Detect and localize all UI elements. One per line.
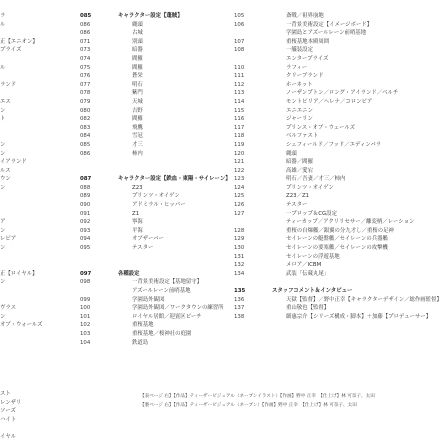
left-fragment-text: ラ [0, 13, 6, 19]
page-number: 079 [80, 98, 91, 105]
entry-title: 重山敬也【監督】 [286, 305, 330, 312]
toc-entry [234, 227, 400, 236]
left-fragment [0, 321, 78, 330]
toc-section [80, 270, 230, 279]
toc-entry [234, 89, 400, 98]
left-fragment-text: ヴラス [0, 305, 17, 312]
left-fragment-text: ル [0, 64, 6, 71]
left-fragment [0, 270, 78, 279]
page-number: 129 [234, 236, 245, 243]
left-fragment [0, 382, 78, 391]
page-number: 093 [80, 227, 91, 234]
left-fragment-text: イアランド [0, 159, 27, 166]
left-fragment [0, 46, 78, 55]
left-fragment-text: ン [0, 184, 6, 191]
entry-title: 重桜の自爆艦／銀翼の分九才し／重桜の足神 [286, 227, 394, 234]
toc-entry [234, 201, 400, 210]
entry-title: 柿内 [132, 150, 143, 157]
left-fragment [0, 192, 78, 201]
toc-entry [234, 192, 400, 201]
left-fragment-text: ランド [0, 81, 17, 88]
entry-title: 細惠宗介【シリーズ構成・脚本】＋加藤【プロデューサー】 [286, 313, 432, 320]
page-number: 074 [80, 55, 91, 62]
left-fragment-text: ルス [0, 167, 11, 174]
page-number: 119 [234, 141, 245, 148]
toc-entry [80, 150, 230, 159]
entry-title: 明石／吾妻／才三／柿内 [286, 176, 346, 183]
entry-title: セイレーンの艇盤艦／セイレーンの兵器艦 [286, 236, 388, 243]
entry-title: 明石 [132, 81, 143, 88]
left-fragment [0, 115, 78, 124]
entry-title: 閻羅 [132, 55, 143, 62]
toc-entry [234, 55, 400, 64]
page-number: 099 [80, 296, 91, 303]
entry-title: プリンツ・オイゲン [286, 184, 334, 191]
toc-entry [234, 261, 400, 270]
toc-entry [234, 218, 415, 227]
left-fragment [0, 416, 78, 425]
entry-title: エンタープライズ [286, 55, 329, 62]
entry-title: 武装「伝蔵丸尾」 [286, 270, 330, 277]
entry-title: 鉄道島 [132, 339, 149, 346]
left-fragment-text: レビア [0, 236, 17, 243]
entry-title: Z1 [132, 210, 140, 217]
entry-title: 雪冠 [132, 133, 143, 140]
entry-title: 一プロップ＆CG設定 [286, 210, 337, 217]
entry-title: 重桜基地 [132, 322, 154, 329]
left-fragment-text: ウン [0, 176, 11, 183]
left-fragment-text: ン [0, 141, 6, 148]
left-fragment [0, 356, 78, 365]
left-fragment [0, 89, 78, 98]
page-number: 124 [234, 184, 245, 191]
page-number: 073 [80, 47, 91, 54]
page-number: 077 [80, 81, 91, 88]
toc-section [80, 12, 230, 21]
entry-title: 斎戦／祖界崩地 [286, 13, 324, 19]
toc-entry [234, 184, 400, 193]
toc-entry [234, 150, 400, 159]
page-number: 097 [80, 270, 92, 277]
entry-title: 高雄／愛宕 [286, 167, 313, 174]
page-number: 085 [80, 13, 92, 19]
entry-title: 紫門 [132, 90, 143, 97]
left-fragment-text: ン [0, 313, 6, 320]
page-number: 084 [80, 133, 91, 140]
left-fragment-text: ソーズ [0, 408, 16, 415]
left-fragment [0, 21, 78, 30]
page-number: 112 [234, 81, 245, 88]
toc-entry [80, 107, 230, 116]
toc-entry [234, 81, 400, 90]
entry-title: 学園島外観図／ワークタウンの練習所 [132, 305, 224, 312]
entry-title: 暗器 [132, 47, 143, 54]
page-number: 103 [80, 330, 91, 337]
entry-title: 縄頭 [286, 150, 297, 157]
toc-entry [234, 98, 400, 107]
page-number: 114 [234, 98, 245, 105]
toc-entry [80, 227, 230, 236]
page-number: 130 [234, 245, 245, 252]
toc-entry [80, 218, 230, 227]
page-number: 086 [80, 30, 91, 37]
left-fragment-text: ン [0, 107, 6, 114]
page-number: 113 [234, 90, 245, 97]
toc-section [80, 175, 230, 184]
entry-title: ラフィー [286, 64, 308, 71]
spacer [80, 158, 230, 167]
toc-entry [80, 141, 230, 150]
entry-title: 各種設定 [118, 270, 140, 277]
left-column [0, 12, 78, 442]
left-fragment [0, 347, 78, 356]
page-number: 107 [234, 38, 245, 45]
entry-title: 蒼栄 [132, 73, 143, 80]
left-fragment [0, 407, 78, 416]
entry-title: 天獄【監督】／野中正幸【キャラクターデザイン／総作画監督】 [286, 296, 442, 303]
entry-title: セイレーンの浮遊基地 [286, 253, 340, 260]
entry-title: セイレーンの要塞艦／セイレーンの攻撃機 [286, 245, 388, 252]
toc-entry [234, 107, 400, 116]
entry-title: ベルファスト [286, 133, 319, 140]
toc-entry [80, 287, 230, 296]
left-fragment [0, 158, 78, 167]
entry-title: 寧海 [132, 219, 143, 226]
toc-entry [234, 132, 400, 141]
toc-entry [234, 175, 400, 184]
spacer [80, 261, 230, 270]
left-fragment [0, 29, 78, 38]
page-number: 122 [234, 167, 245, 174]
left-fragment [0, 12, 78, 21]
entry-title: 天城 [132, 98, 143, 105]
entry-title: ティーカップ／アクリリセサー／離変柄／レーション [286, 219, 415, 226]
page-number: 083 [80, 124, 91, 131]
page-number: 127 [234, 210, 245, 217]
left-fragment [0, 304, 78, 313]
left-fragment [0, 72, 78, 81]
toc-entry [80, 304, 230, 313]
page-number: 117 [234, 124, 245, 131]
page-number: 075 [80, 64, 91, 71]
toc-entry [80, 38, 230, 47]
left-fragment [0, 210, 78, 219]
toc-entry [80, 235, 230, 244]
toc-entry [234, 64, 400, 73]
left-fragment [0, 38, 78, 47]
toc-entry [234, 270, 400, 279]
toc-section [234, 287, 400, 296]
entry-title: ロイヤル居館／迎賓区ビーチ [132, 313, 202, 320]
left-fragment [0, 339, 78, 348]
entry-title: シェフィールド／フッド／エディンバラ [286, 141, 382, 148]
page-number: 092 [80, 219, 91, 226]
toc-entry [80, 98, 230, 107]
left-fragment [0, 330, 78, 339]
toc-entry [234, 141, 400, 150]
footer-line: 【表ページ 右】【作品】ティーザービジュアル（ネーブンイラスト）【作画】野中 正幸 【仕上げ】林 可奈子、太田 [140, 394, 375, 399]
page-number: 082 [80, 116, 91, 123]
left-fragment-text: エス [0, 98, 11, 105]
entry-title: ノーザンプトン／ロング・アイランド／ベルチ [286, 90, 399, 97]
page-number: 095 [80, 245, 91, 252]
page-number: 076 [80, 73, 91, 80]
toc-entry [234, 29, 400, 38]
page-number: 102 [80, 322, 91, 329]
entry-title: ホーネット [286, 81, 313, 88]
page-number: 089 [80, 193, 91, 200]
left-fragment-text: ン [0, 245, 6, 252]
entry-title: 飛鷹 [132, 124, 143, 131]
left-fragment [0, 81, 78, 90]
page-number: 098 [80, 279, 91, 286]
entry-title: 古城 [132, 30, 143, 37]
page-number: 080 [80, 107, 91, 114]
left-fragment [0, 364, 78, 373]
page-number: 078 [80, 90, 91, 97]
toc-entry [80, 278, 230, 287]
left-fragment [0, 184, 78, 193]
page-number: 125 [234, 193, 245, 200]
left-fragment [0, 167, 78, 176]
left-fragment-text: ン [0, 279, 6, 286]
page-number: 094 [80, 236, 91, 243]
entry-title: プリンス・オブ・ウェールズ [286, 124, 356, 131]
page-number: 100 [80, 305, 91, 312]
toc-entry [234, 46, 400, 55]
toc-entry [80, 339, 230, 348]
left-fragment [0, 253, 78, 262]
left-fragment-text: ル [0, 21, 6, 28]
entry-title: テスター [286, 202, 308, 209]
entry-title: アズールレーン前哨基地 [132, 288, 191, 294]
left-fragment [0, 425, 78, 434]
left-fragment-text: オブ・ウォールズ [0, 322, 43, 329]
left-fragment-text: レンザリ [0, 399, 22, 406]
page-number: 091 [80, 210, 91, 217]
page-number: 123 [234, 176, 245, 183]
toc-entry [234, 158, 400, 167]
left-fragment [0, 390, 78, 399]
entry-title: Z23 [132, 184, 143, 191]
toc-entry [234, 210, 400, 219]
entry-title: 別頭 [132, 38, 143, 45]
spacer [234, 278, 400, 287]
entry-title: テスター [132, 245, 154, 252]
spacer [80, 253, 230, 262]
left-fragment [0, 313, 78, 322]
entry-title: メロア／ICBM [286, 262, 322, 269]
toc-entry [80, 21, 230, 30]
toc-entry [80, 115, 230, 124]
left-fragment [0, 175, 78, 184]
toc-entry [234, 115, 400, 124]
entry-title: 才三 [132, 141, 143, 148]
entry-title: 重桜基地本殿周囲 [286, 38, 330, 45]
entry-title: スタッフコメント＆インタビュー [272, 288, 353, 294]
toc-entry [234, 12, 400, 21]
toc-entry [80, 192, 230, 201]
toc-entry [234, 304, 400, 313]
entry-title: クリーブランド [286, 73, 324, 80]
toc-entry [80, 46, 230, 55]
toc-entry [80, 124, 230, 133]
toc-entry [234, 244, 400, 253]
left-fragment [0, 124, 78, 133]
entry-title: キャラクター設定【蓬賊】 [118, 13, 183, 19]
toc-entry [80, 64, 230, 73]
entry-title: 閻羅 [132, 64, 143, 71]
left-fragment [0, 373, 78, 382]
toc-entry [234, 21, 400, 30]
page-number: 088 [80, 184, 91, 191]
entry-title: 一背景美術設定【基地留守】 [132, 279, 203, 286]
page-number: 110 [234, 64, 245, 71]
page-number: 108 [234, 47, 245, 54]
left-fragment [0, 132, 78, 141]
toc-entry [80, 72, 230, 81]
left-fragment [0, 244, 78, 253]
toc-entry [80, 29, 230, 38]
left-fragment [0, 55, 78, 64]
left-fragment [0, 261, 78, 270]
toc-entry [80, 55, 230, 64]
toc-entry [234, 253, 400, 262]
entry-title: 一艤装設定 [286, 47, 313, 54]
page-number: 090 [80, 202, 91, 209]
left-fragment [0, 399, 78, 408]
page-number: 118 [234, 133, 245, 140]
entry-title: Z23／Z1 [286, 193, 310, 200]
left-fragment-text: ト [0, 116, 6, 123]
left-fragment [0, 227, 78, 236]
toc-entry [234, 296, 442, 305]
left-fragment [0, 218, 78, 227]
left-fragment-text: ハイト [0, 416, 17, 423]
entry-title: 一背景美術設定【イメージボード】 [286, 21, 373, 28]
page-number: 120 [234, 150, 245, 157]
entry-title: 平海 [132, 227, 143, 234]
page-number: 121 [234, 159, 245, 166]
entry-title: 吉野 [132, 107, 143, 114]
page-number: 126 [234, 202, 245, 209]
toc-entry [80, 210, 230, 219]
page-number: 071 [80, 38, 91, 45]
left-fragment-text: プライズ [0, 47, 22, 54]
entry-title: 閻羅 [132, 116, 143, 123]
page-number: 136 [234, 296, 245, 303]
left-fragment [0, 201, 78, 210]
page-number: 128 [234, 227, 245, 234]
footer-line: 【裏ページ 右】【作品】ティーザービジュアル（ネーブン）【作画】野中 正幸 【仕上げ】林 可奈子、太田 [140, 403, 357, 408]
middle-column [80, 12, 230, 347]
page-number: 135 [234, 288, 246, 294]
page-number: 134 [234, 270, 245, 277]
page-number: 116 [234, 116, 245, 123]
page-number: 132 [234, 262, 245, 269]
left-fragment [0, 107, 78, 116]
entry-title: 学園島とアズールレーン前哨基地 [286, 30, 367, 37]
toc-entry [80, 244, 230, 253]
left-fragment-text: ン [0, 227, 6, 234]
entry-title: ジャーリン [286, 116, 313, 123]
left-fragment [0, 278, 78, 287]
entry-title: 暗器／閻羅 [286, 159, 313, 166]
toc-entry [80, 81, 230, 90]
toc-entry [234, 313, 432, 322]
entry-title: モントピリア／ヘレナ／コロンビア [286, 98, 373, 105]
left-fragment [0, 98, 78, 107]
right-column [234, 12, 442, 321]
entry-title: エニエニン [286, 107, 313, 114]
entry-title: 重桜基地／桜神社の庭園 [132, 330, 192, 337]
page-number: 115 [234, 107, 245, 114]
toc-entry [234, 124, 400, 133]
page-number: 086 [80, 150, 91, 157]
left-fragment-text: イヤル [0, 434, 17, 441]
left-fragment [0, 235, 78, 244]
left-fragment-text: スト [0, 391, 11, 398]
toc-entry [80, 89, 230, 98]
left-fragment [0, 296, 78, 305]
spacer [80, 167, 230, 176]
toc-entry [234, 167, 400, 176]
left-fragment-text: ン [0, 150, 6, 157]
entry-title: アドミラル・ヒッパー [132, 202, 186, 209]
page-number: 087 [80, 176, 92, 183]
toc-entry [80, 201, 230, 210]
toc-entry [80, 184, 230, 193]
left-fragment [0, 141, 78, 150]
toc-entry [80, 313, 230, 322]
toc-entry [234, 38, 400, 47]
page-number: 104 [80, 339, 91, 346]
page-number: 101 [80, 313, 91, 320]
toc-entry [234, 72, 400, 81]
left-fragment [0, 433, 78, 442]
left-fragment [0, 150, 78, 159]
toc-entry [80, 321, 230, 330]
page-number: 106 [234, 21, 245, 28]
footer-credits [140, 392, 400, 410]
page-number: 137 [234, 305, 245, 312]
left-fragment-text: 正【エニオン】 [0, 38, 38, 45]
entry-title: キャラクター設定【鉄血・東陽・サイレーン】 [118, 176, 231, 183]
page-number: 138 [234, 313, 245, 320]
left-fragment-text: ア [0, 219, 6, 226]
page-number: 086 [80, 21, 91, 28]
entry-title: 学園島外観図 [132, 296, 165, 303]
left-fragment-text: 正【ロイヤル】 [0, 270, 38, 277]
entry-title: オブザーバー [132, 236, 164, 243]
entry-title: 縄頭 [132, 21, 143, 28]
left-fragment [0, 64, 78, 73]
page-number: 131 [234, 253, 245, 260]
toc-entry [80, 330, 230, 339]
toc-entry [80, 132, 230, 141]
page-number: 105 [234, 13, 245, 19]
page-number: 111 [234, 73, 245, 80]
left-fragment [0, 287, 78, 296]
page-number: 085 [80, 141, 91, 148]
toc-entry [80, 296, 230, 305]
toc-entry [234, 235, 400, 244]
entry-title: プリンツ・オイゲン [132, 193, 180, 200]
